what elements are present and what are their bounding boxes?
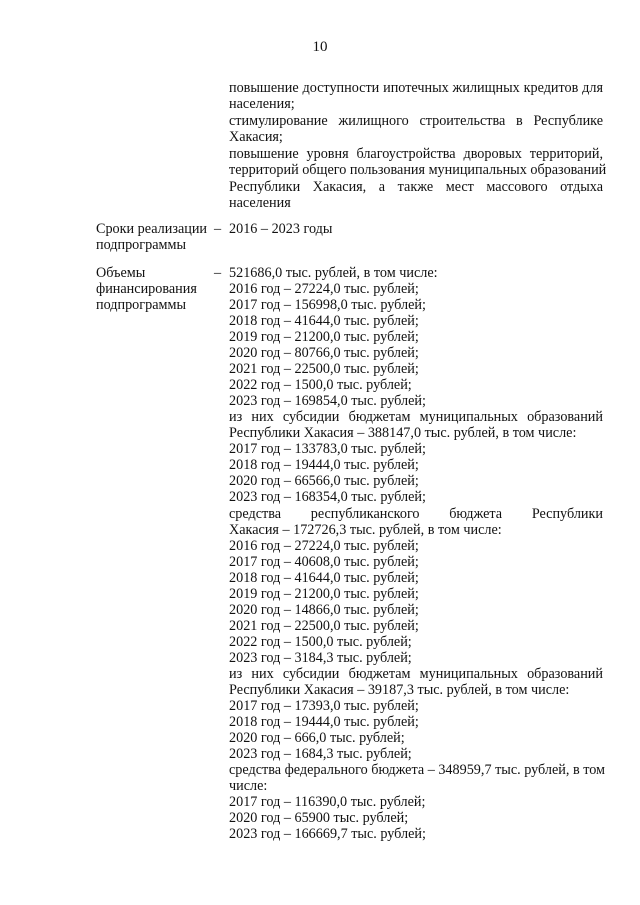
page-number: 10 (312, 39, 328, 55)
funding-label: подпрограммы (96, 297, 186, 313)
funding-label: финансирования (96, 281, 197, 297)
funding-line: числе: (229, 778, 268, 794)
funding-line: 2022 год – 1500,0 тыс. рублей; (229, 634, 412, 650)
funding-line: 2017 год – 116390,0 тыс. рублей; (229, 794, 426, 810)
funding-line: 2016 год – 27224,0 тыс. рублей; (229, 538, 419, 554)
funding-line: Республики Хакасия – 388147,0 тыс. рублей, в том числе: (229, 425, 577, 441)
terms-label: Сроки реализации (96, 221, 208, 237)
terms-dash: – (214, 221, 222, 237)
intro-line: повышение доступности ипотечных жилищных кредитов для (229, 80, 603, 96)
funding-line: 2018 год – 41644,0 тыс. рублей; (229, 313, 419, 329)
intro-line: территорий общего пользования муниципальных образований (229, 162, 607, 178)
funding-line: 2023 год – 3184,3 тыс. рублей; (229, 650, 412, 666)
funding-line: 2020 год – 14866,0 тыс. рублей; (229, 602, 419, 618)
terms-value: 2016 – 2023 годы (229, 221, 333, 237)
funding-line: из них субсидии бюджетам муниципальных образований (229, 409, 603, 425)
funding-line: средства федерального бюджета – 348959,7 тыс. рублей, в том (229, 762, 606, 778)
terms-label: подпрограммы (96, 237, 186, 253)
funding-line: 2020 год – 65900 тыс. рублей; (229, 810, 409, 826)
funding-line: средства республиканского бюджета Республики (229, 506, 603, 522)
funding-line: Республики Хакасия – 39187,3 тыс. рублей, в том числе: (229, 682, 570, 698)
funding-line: 2021 год – 22500,0 тыс. рублей; (229, 618, 419, 634)
funding-line: 2023 год – 166669,7 тыс. рублей; (229, 826, 426, 842)
funding-line: 521686,0 тыс. рублей, в том числе: (229, 265, 438, 281)
funding-line: 2020 год – 80766,0 тыс. рублей; (229, 345, 419, 361)
funding-line: 2023 год – 168354,0 тыс. рублей; (229, 489, 426, 505)
funding-line: 2019 год – 21200,0 тыс. рублей; (229, 586, 419, 602)
funding-line: из них субсидии бюджетам муниципальных образований (229, 666, 603, 682)
funding-line: 2019 год – 21200,0 тыс. рублей; (229, 329, 419, 345)
funding-line: 2020 год – 66566,0 тыс. рублей; (229, 473, 419, 489)
funding-line: 2017 год – 156998,0 тыс. рублей; (229, 297, 426, 313)
funding-line: 2020 год – 666,0 тыс. рублей; (229, 730, 405, 746)
funding-line: Хакасия – 172726,3 тыс. рублей, в том числе: (229, 522, 502, 538)
funding-line: 2017 год – 133783,0 тыс. рублей; (229, 441, 426, 457)
funding-line: 2023 год – 1684,3 тыс. рублей; (229, 746, 412, 762)
intro-line: Республики Хакасия, а также мест массового отдыха (229, 179, 603, 195)
intro-line: населения; (229, 96, 295, 112)
intro-line: стимулирование жилищного строительства в Республике (229, 113, 603, 129)
intro-line: Хакасия; (229, 129, 283, 145)
funding-line: 2016 год – 27224,0 тыс. рублей; (229, 281, 419, 297)
intro-line: повышение уровня благоустройства дворовых территорий, (229, 146, 603, 162)
funding-line: 2022 год – 1500,0 тыс. рублей; (229, 377, 412, 393)
intro-line: населения (229, 195, 291, 211)
funding-line: 2018 год – 19444,0 тыс. рублей; (229, 714, 419, 730)
funding-line: 2017 год – 17393,0 тыс. рублей; (229, 698, 419, 714)
funding-line: 2018 год – 19444,0 тыс. рублей; (229, 457, 419, 473)
funding-line: 2018 год – 41644,0 тыс. рублей; (229, 570, 419, 586)
funding-line: 2021 год – 22500,0 тыс. рублей; (229, 361, 419, 377)
funding-label: Объемы (96, 265, 146, 281)
funding-line: 2023 год – 169854,0 тыс. рублей; (229, 393, 426, 409)
funding-dash: – (214, 265, 222, 281)
funding-line: 2017 год – 40608,0 тыс. рублей; (229, 554, 419, 570)
